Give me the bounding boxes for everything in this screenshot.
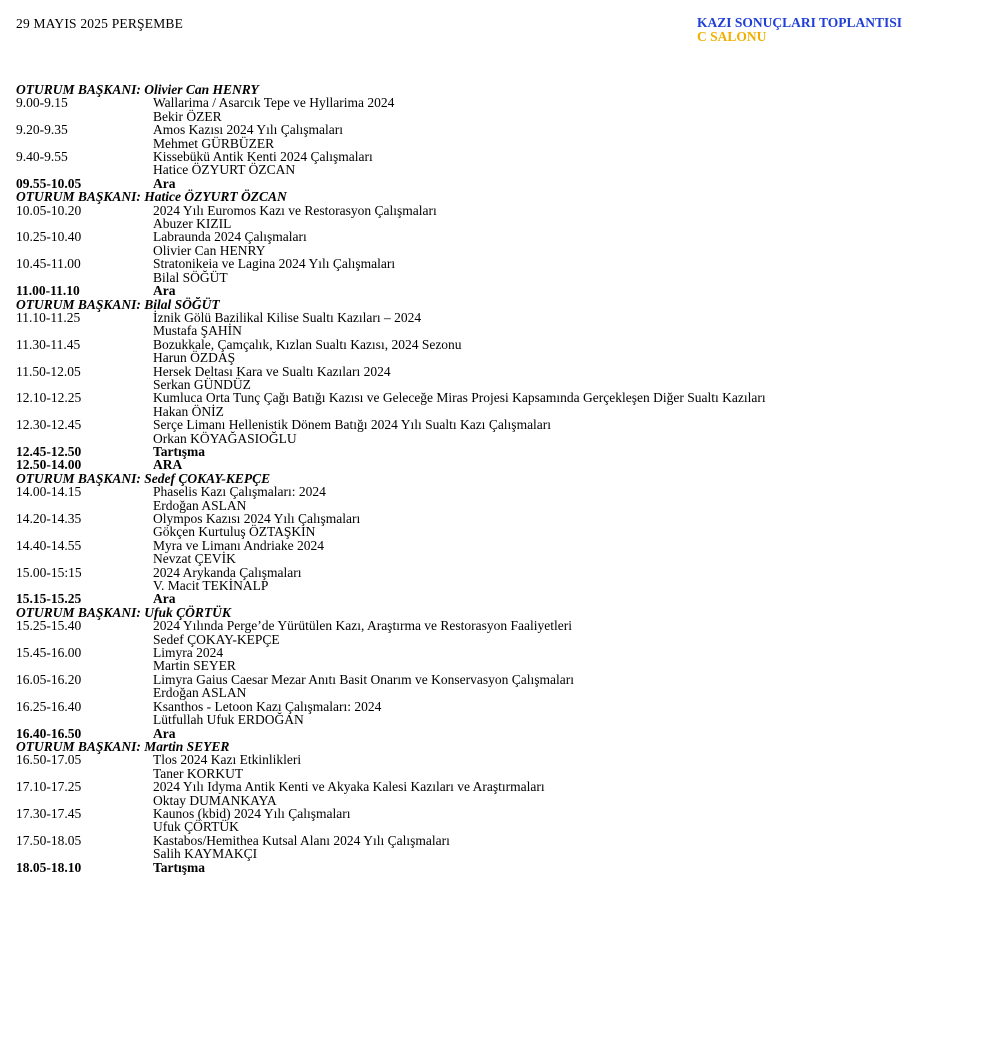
speaker-spacer (16, 579, 153, 592)
talk-speaker-row (16, 579, 984, 592)
talk-speaker-row (16, 324, 984, 337)
talk-time: 17.30-17.45 (16, 805, 82, 821)
talk-time: 10.25-10.40 (16, 229, 82, 245)
talk-time: 17.50-18.05 (16, 832, 82, 848)
talk-speaker-row (16, 794, 984, 807)
talk-speaker: Salih KAYMAKÇI (153, 846, 258, 862)
talk-row (16, 391, 984, 404)
break-row (16, 727, 984, 740)
talk-speaker-row (16, 767, 984, 780)
talk-time: 9.00-9.15 (16, 95, 68, 111)
talk-row (16, 753, 984, 766)
talk-time: 11.30-11.45 (16, 336, 81, 352)
talk-speaker: Hakan ÖNİZ (153, 403, 224, 419)
talk-speaker: Gökçen Kurtuluş ÖZTAŞKIN (153, 524, 316, 540)
talk-row (16, 418, 984, 431)
talk-speaker-row (16, 244, 984, 257)
meeting-title: KAZI SONUÇLARI TOPLANTISI (697, 15, 903, 30)
talk-time: 9.20-9.35 (16, 122, 68, 138)
talk-title: Limyra Gaius Caesar Mezar Anıtı Basit Onarım ve Konservasyon Çalışmaları (153, 671, 575, 687)
talk-title: Olympos Kazısı 2024 Yılı Çalışmaları (153, 511, 361, 526)
talk-row (16, 96, 984, 109)
talk-time: 10.45-11.00 (16, 256, 81, 272)
talk-time: 15.00-15:15 (16, 564, 82, 580)
talk-speaker: Harun ÖZDAŞ (153, 350, 236, 366)
talk-speaker: Bilal SÖĞÜT (153, 269, 228, 285)
talk-speaker: Serkan GÜNDÜZ (153, 376, 251, 392)
talk-speaker-row (16, 659, 984, 672)
talk-row (16, 123, 984, 136)
talk-row (16, 646, 984, 659)
talk-speaker-row (16, 552, 984, 565)
talk-speaker-row (16, 633, 984, 646)
session-chair: OTURUM BAŞKANI: Ufuk ÇÖRTÜK (16, 604, 231, 620)
program-schedule (16, 83, 984, 874)
talk-row (16, 619, 984, 632)
talk-title: Phaselis Kazı Çalışmaları: 2024 (153, 484, 326, 500)
speaker-spacer (16, 137, 153, 150)
speaker-spacer (16, 244, 153, 257)
talk-speaker-row (16, 432, 984, 445)
break-time: 11.00-11.10 (16, 283, 80, 299)
talk-title: 2024 Yılı Idyma Antik Kenti ve Akyaka Kalesi Kazıları ve Araştırmaları (153, 779, 545, 795)
break-label: Ara (153, 591, 176, 607)
talk-time: 11.10-11.25 (16, 309, 81, 325)
break-label: ARA (153, 457, 183, 473)
talk-title: İznik Gölü Bazilikal Kilise Sualtı Kazıları – 2024 (153, 309, 422, 325)
break-label: Tartışma (153, 443, 206, 459)
talk-speaker: Ufuk ÇÖRTÜK (153, 819, 239, 835)
talk-title: 2024 Arykanda Çalışmaları (153, 564, 302, 580)
program-date: 29 MAYIS 2025 PERŞEMBE (16, 16, 184, 31)
break-label: Tartışma (153, 859, 206, 875)
talk-speaker-row (16, 847, 984, 860)
break-time: 18.05-18.10 (16, 859, 82, 875)
talk-title: Hersek Deltası Kara ve Sualtı Kazıları 2024 (153, 363, 391, 379)
speaker-spacer (16, 847, 153, 860)
talk-speaker: Bekir ÖZER (153, 108, 222, 124)
talk-speaker: Mehmet GÜRBÜZER (153, 135, 275, 151)
speaker-spacer (16, 351, 153, 364)
speaker-spacer (16, 217, 153, 230)
talk-time: 12.30-12.45 (16, 417, 82, 433)
speaker-spacer (16, 525, 153, 538)
talk-title: 2024 Yılı Euromos Kazı ve Restorasyon Çalışmaları (153, 202, 437, 218)
talk-time: 14.40-14.55 (16, 537, 82, 553)
talk-time: 15.25-15.40 (16, 618, 82, 634)
talk-title: Myra ve Limanı Andriake 2024 (153, 537, 324, 553)
talk-speaker: Orkan KÖYAĞASIOĞLU (153, 430, 297, 446)
break-row (16, 458, 984, 471)
talk-time: 11.50-12.05 (16, 363, 81, 379)
talk-speaker-row (16, 499, 984, 512)
session-chair: OTURUM BAŞKANI: Hatice ÖZYURT ÖZCAN (16, 189, 287, 205)
talk-title: Kaunos (kbid) 2024 Yılı Çalışmaları (153, 805, 351, 821)
talk-speaker: Martin SEYER (153, 658, 236, 674)
talk-time: 14.20-14.35 (16, 511, 82, 526)
talk-time: 17.10-17.25 (16, 779, 82, 795)
talk-time: 10.05-10.20 (16, 202, 82, 218)
break-time: 16.40-16.50 (16, 725, 82, 741)
talk-title: Tlos 2024 Kazı Etkinlikleri (153, 752, 302, 768)
break-row (16, 861, 984, 874)
talk-speaker: V. Macit TEKİNALP (153, 578, 269, 594)
meeting-header (697, 16, 902, 44)
speaker-spacer (16, 499, 153, 512)
talk-time: 15.45-16.00 (16, 645, 82, 661)
talk-row (16, 230, 984, 243)
talk-row (16, 485, 984, 498)
talk-speaker-row (16, 525, 984, 538)
talk-speaker: Sedef ÇOKAY-KEPÇE (153, 631, 280, 647)
break-time: 15.15-15.25 (16, 591, 82, 607)
talk-speaker: Lütfullah Ufuk ERDOĞAN (153, 712, 304, 728)
talk-row (16, 700, 984, 713)
speaker-spacer (16, 820, 153, 833)
break-row (16, 177, 984, 190)
talk-speaker: Oktay DUMANKAYA (153, 792, 277, 808)
speaker-spacer (16, 163, 153, 176)
talk-speaker: Abuzer KIZIL (153, 216, 232, 232)
break-row (16, 445, 984, 458)
talk-speaker-row (16, 820, 984, 833)
talk-title: Ksanthos - Letoon Kazı Çalışmaları: 2024 (153, 698, 382, 714)
talk-speaker-row (16, 378, 984, 391)
talk-row (16, 257, 984, 270)
talk-speaker: Taner KORKUT (153, 765, 244, 781)
talk-row (16, 834, 984, 847)
talk-speaker-row (16, 405, 984, 418)
talk-speaker-row (16, 163, 984, 176)
speaker-spacer (16, 405, 153, 418)
break-row (16, 284, 984, 297)
speaker-spacer (16, 271, 153, 284)
speaker-spacer (16, 110, 153, 123)
break-row (16, 592, 984, 605)
talk-speaker: Mustafa ŞAHİN (153, 323, 242, 339)
talk-title: Kastabos/Hemithea Kutsal Alanı 2024 Yılı Çalışmaları (153, 832, 450, 848)
speaker-spacer (16, 633, 153, 646)
talk-title: Kissebükü Antik Kenti 2024 Çalışmaları (153, 149, 373, 165)
talk-row (16, 566, 984, 579)
break-time: 09.55-10.05 (16, 175, 82, 191)
talk-row (16, 311, 984, 324)
talk-title: Kumluca Orta Tunç Çağı Batığı Kazısı ve Geleceğe Miras Projesi Kapsamında Gerçekleşen Diğer Sualtı Kazıları (153, 390, 766, 406)
talk-speaker: Hatice ÖZYURT ÖZCAN (153, 162, 296, 178)
break-label: Ara (153, 175, 176, 191)
talk-speaker-row (16, 217, 984, 230)
talk-row (16, 539, 984, 552)
speaker-spacer (16, 432, 153, 445)
talk-speaker-row (16, 713, 984, 726)
talk-time: 9.40-9.55 (16, 149, 68, 165)
talk-row (16, 780, 984, 793)
talk-title: Serçe Limanı Hellenistik Dönem Batığı 2024 Yılı Sualtı Kazı Çalışmaları (153, 417, 552, 433)
talk-speaker: Erdoğan ASLAN (153, 685, 247, 701)
session-chair: OTURUM BAŞKANI: Olivier Can HENRY (16, 82, 259, 97)
speaker-spacer (16, 686, 153, 699)
break-time: 12.45-12.50 (16, 443, 82, 459)
talk-time: 16.05-16.20 (16, 671, 82, 687)
talk-speaker-row (16, 137, 984, 150)
speaker-spacer (16, 552, 153, 565)
talk-title: Amos Kazısı 2024 Yılı Çalışmaları (153, 122, 343, 138)
talk-speaker-row (16, 351, 984, 364)
talk-row (16, 150, 984, 163)
talk-row (16, 365, 984, 378)
talk-title: Bozukkale, Çamçalık, Kızlan Sualtı Kazısı, 2024 Sezonu (153, 336, 462, 352)
session-chair: OTURUM BAŞKANI: Bilal SÖĞÜT (16, 296, 220, 312)
talk-speaker: Olivier Can HENRY (153, 242, 266, 258)
speaker-spacer (16, 378, 153, 391)
talk-title: Wallarima / Asarcık Tepe ve Hyllarima 2024 (153, 95, 395, 111)
break-label: Ara (153, 725, 176, 741)
talk-title: Limyra 2024 (153, 645, 224, 661)
talk-title: Labraunda 2024 Çalışmaları (153, 229, 307, 245)
speaker-spacer (16, 324, 153, 337)
talk-speaker-row (16, 271, 984, 284)
talk-row (16, 673, 984, 686)
talk-time: 14.00-14.15 (16, 484, 82, 500)
session-chair: OTURUM BAŞKANI: Martin SEYER (16, 738, 230, 754)
session-chair: OTURUM BAŞKANI: Sedef ÇOKAY-KEPÇE (16, 470, 271, 486)
talk-time: 16.25-16.40 (16, 698, 82, 714)
talk-speaker: Erdoğan ASLAN (153, 497, 247, 513)
talk-speaker-row (16, 110, 984, 123)
talk-speaker-row (16, 686, 984, 699)
talk-row (16, 807, 984, 820)
speaker-spacer (16, 794, 153, 807)
talk-row (16, 512, 984, 525)
talk-title: Stratonikeia ve Lagina 2024 Yılı Çalışmaları (153, 256, 396, 272)
speaker-spacer (16, 659, 153, 672)
talk-time: 12.10-12.25 (16, 390, 82, 406)
talk-speaker: Nevzat ÇEVİK (153, 551, 236, 567)
talk-row (16, 204, 984, 217)
speaker-spacer (16, 767, 153, 780)
speaker-spacer (16, 713, 153, 726)
hall-name: C SALONU (697, 29, 767, 44)
talk-time: 16.50-17.05 (16, 752, 82, 768)
break-label: Ara (153, 283, 176, 299)
talk-title: 2024 Yılında Perge’de Yürütülen Kazı, Araştırma ve Restorasyon Faaliyetleri (153, 618, 573, 634)
break-time: 12.50-14.00 (16, 457, 82, 473)
talk-row (16, 338, 984, 351)
